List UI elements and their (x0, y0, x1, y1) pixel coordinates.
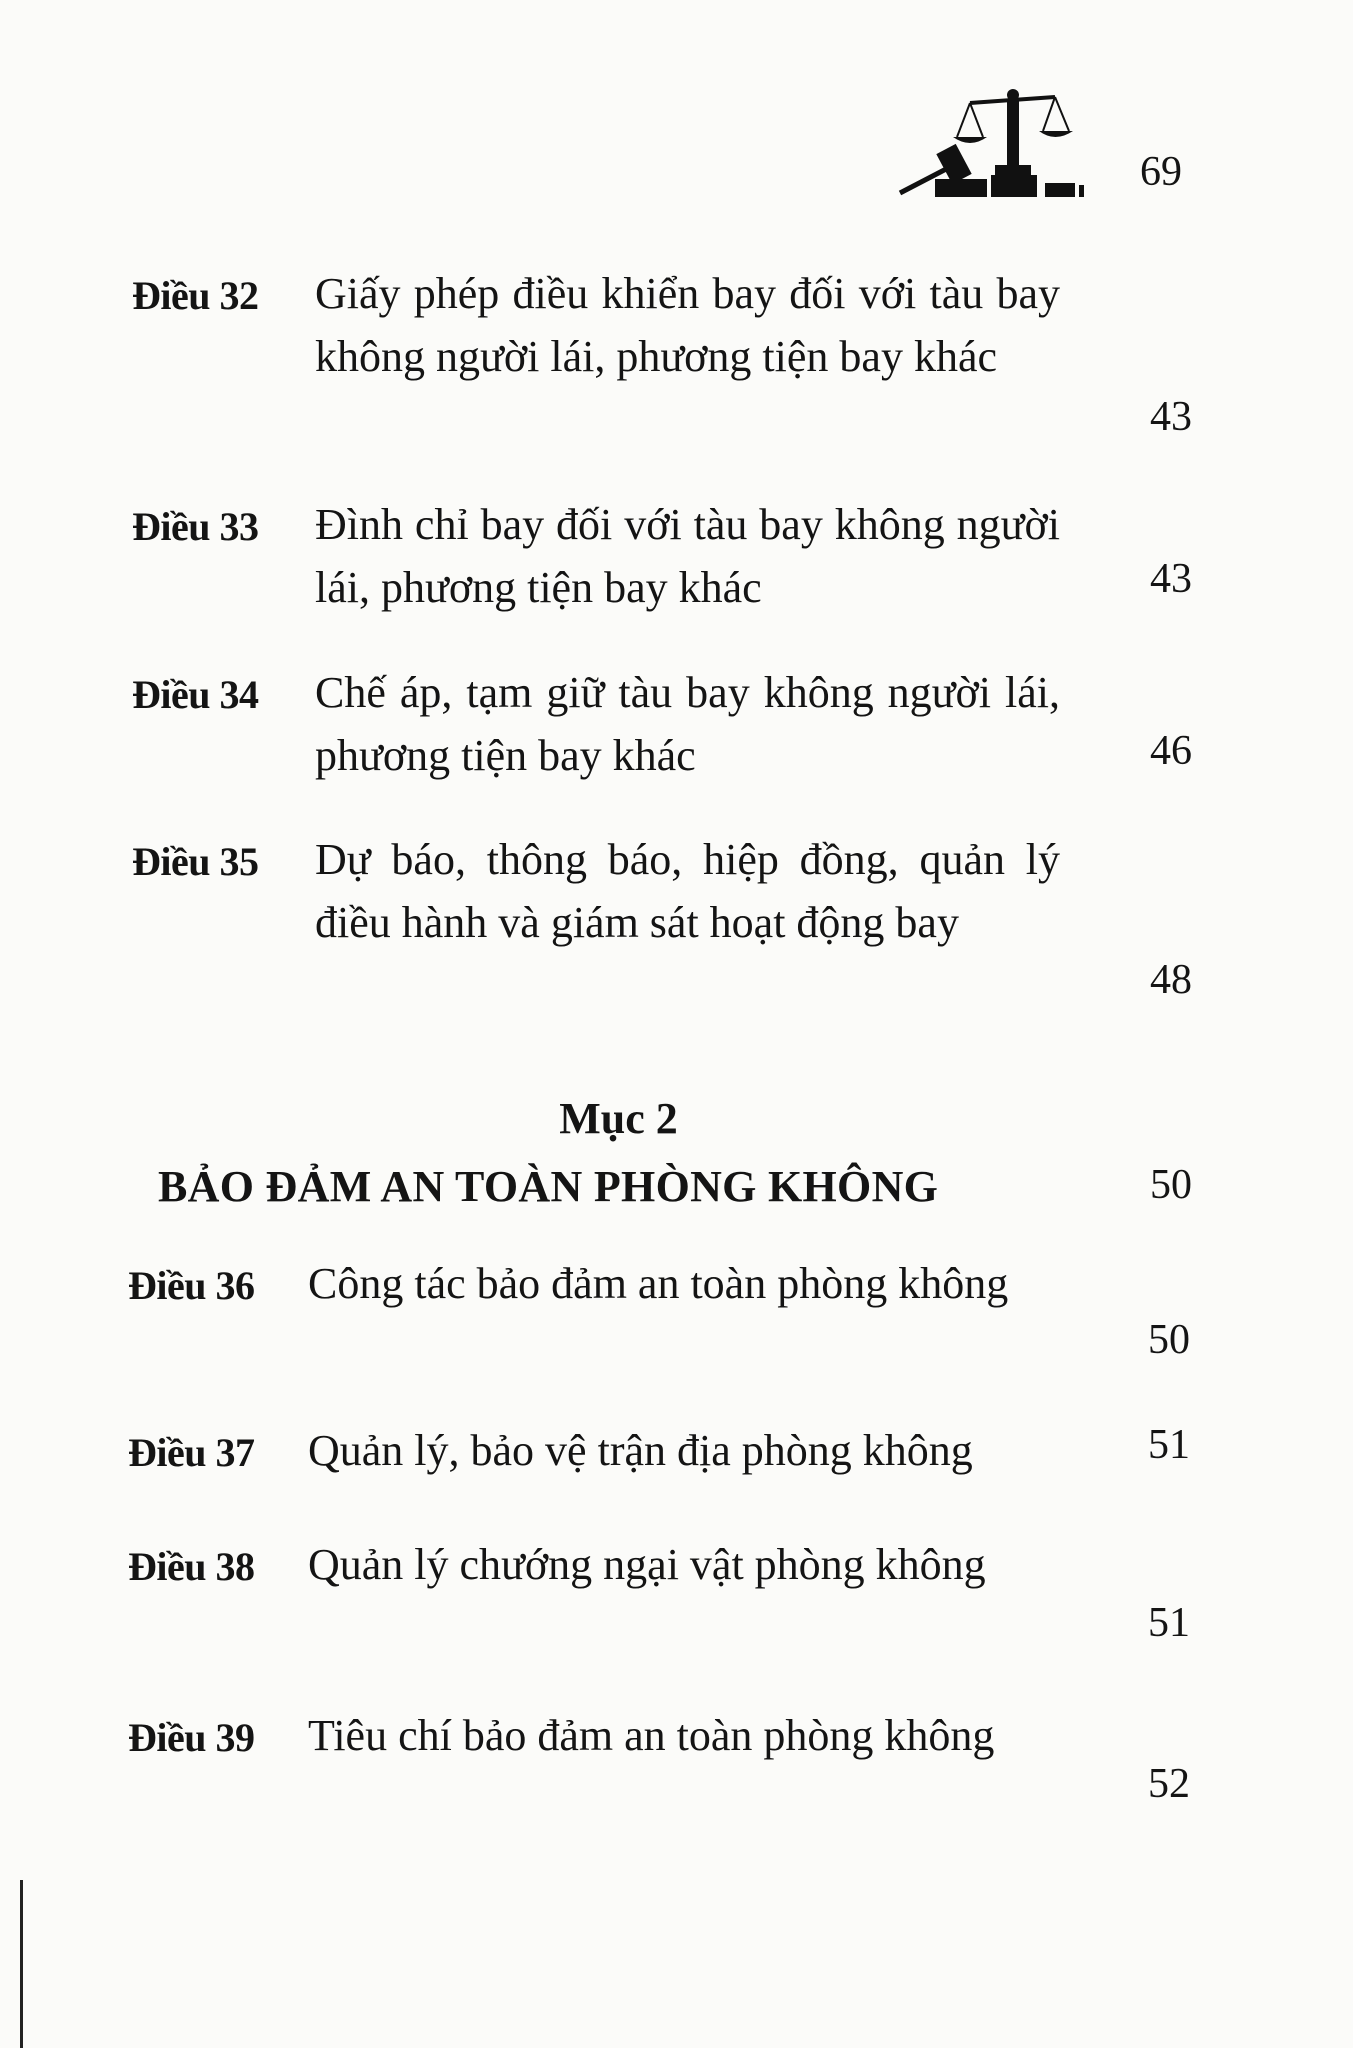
entry-title: Giấy phép điều khiển bay đối với tàu bay không người lái, phương tiện bay khác (315, 269, 1060, 381)
entry-title: Dự báo, thông báo, hiệp đồng, quản lý điều hành và giám sát hoạt động bay (315, 835, 1060, 947)
entry-title: Đình chỉ bay đối với tàu bay không người lái, phương tiện bay khác (315, 500, 1060, 612)
section-page-number: 50 (1150, 1162, 1192, 1208)
entry-page-number: 51 (1148, 1422, 1190, 1468)
entry-label: Điều 39 (128, 1715, 255, 1760)
page-header (0, 70, 1353, 210)
entry-label: Điều 35 (132, 839, 259, 884)
page-edge-mark (20, 1880, 23, 2048)
entry-title: Quản lý chướng ngại vật phòng không (308, 1540, 986, 1589)
entry-page-number: 43 (1150, 556, 1192, 602)
entry-title: Tiêu chí bảo đảm an toàn phòng không (308, 1711, 995, 1760)
entry-page-number: 43 (1150, 394, 1192, 440)
entry-label: Điều 38 (128, 1544, 255, 1589)
scales-of-justice-gavel-icon (895, 75, 1085, 205)
entry-page-number: 46 (1150, 728, 1192, 774)
entry-title: Công tác bảo đảm an toàn phòng không (308, 1259, 1009, 1308)
entry-page-number: 48 (1150, 957, 1192, 1003)
entry-title: Quản lý, bảo vệ trận địa phòng không (308, 1426, 973, 1475)
entry-label: Điều 34 (132, 672, 259, 717)
entry-label: Điều 32 (132, 273, 259, 318)
entry-label: Điều 37 (128, 1430, 255, 1475)
page-number: 69 (1140, 149, 1182, 195)
entry-title: Chế áp, tạm giữ tàu bay không người lái, phương tiện bay khác (315, 668, 1060, 780)
entry-label: Điều 33 (132, 504, 259, 549)
entry-page-number: 51 (1148, 1600, 1190, 1646)
entry-page-number: 52 (1148, 1761, 1190, 1807)
entry-label: Điều 36 (128, 1263, 255, 1308)
section-number: Mục 2 (559, 1094, 678, 1143)
section-title: BẢO ĐẢM AN TOÀN PHÒNG KHÔNG (158, 1162, 939, 1211)
entry-page-number: 50 (1148, 1317, 1190, 1363)
